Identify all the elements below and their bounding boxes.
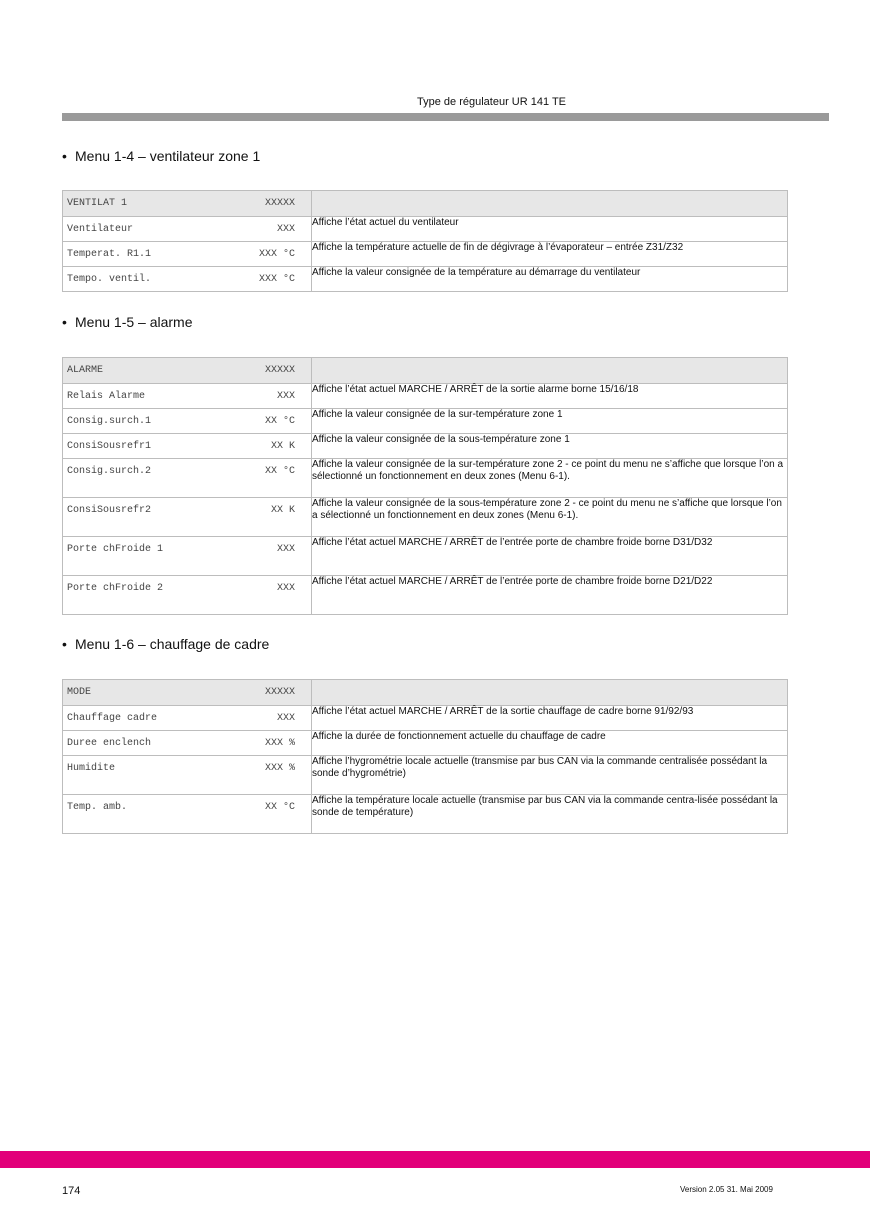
table-header-row (63, 358, 788, 384)
menu-table-1-5 (62, 357, 788, 615)
table-row (63, 731, 788, 756)
row-value: XXXXX (264, 198, 295, 209)
row-label: Temperat. R1.1 (67, 249, 152, 260)
row-description: Affiche l’état actuel MARCHE / ARRÊT de l’entrée porte de chambre froide borne D21/D22 (312, 576, 788, 615)
document-title: Type de régulateur UR 141 TE (417, 96, 566, 108)
row-value: XXX °C (258, 249, 295, 260)
row-label: Consig.surch.2 (67, 466, 152, 477)
row-value: XXXXX (264, 365, 295, 376)
row-value: XX K (270, 505, 295, 516)
row-label: Consig.surch.1 (67, 416, 152, 427)
row-label: ALARME (67, 365, 104, 376)
row-value: XXX % (264, 763, 295, 774)
row-description: Affiche la température locale actuelle (transmise par bus CAN via la commande centra-lisée possédant la sonde de température) (312, 795, 788, 834)
row-value: XXX % (264, 738, 295, 749)
row-label: Chauffage cadre (67, 713, 158, 724)
table-row (63, 217, 788, 242)
table-row (63, 537, 788, 576)
table-row (63, 756, 788, 795)
table-header-row (63, 680, 788, 706)
row-description: Affiche l’état actuel MARCHE / ARRÊT de l’entrée porte de chambre froide borne D31/D32 (312, 537, 788, 576)
row-label: Tempo. ventil. (67, 274, 152, 285)
row-label: Porte chFroide 1 (67, 544, 164, 555)
row-description: Affiche la durée de fonctionnement actuelle du chauffage de cadre (312, 731, 788, 756)
row-label: Temp. amb. (67, 802, 128, 813)
row-label: Duree enclench (67, 738, 152, 749)
page-number: 174 (62, 1185, 81, 1197)
row-label: Ventilateur (67, 224, 134, 235)
row-description: Affiche l’hygrométrie locale actuelle (transmise par bus CAN via la commande centralisée possédant la sonde d’hygrométrie) (312, 756, 788, 795)
bullet-icon: • (62, 314, 67, 330)
row-value: XXX (276, 583, 295, 594)
row-description: Affiche la valeur consignée de la sous-température zone 1 (312, 434, 788, 459)
section-title-menu-1-5: • Menu 1-5 – alarme (62, 314, 193, 330)
row-description: Affiche la valeur consignée de la température au démarrage du ventilateur (312, 267, 788, 292)
table-row (63, 576, 788, 615)
table-row (63, 242, 788, 267)
row-label: ConsiSousrefr2 (67, 505, 152, 516)
row-value: XX °C (264, 416, 295, 427)
row-value: XXX (276, 713, 295, 724)
row-label: Porte chFroide 2 (67, 583, 164, 594)
row-label: Humidite (67, 763, 116, 774)
table-row (63, 706, 788, 731)
header-rule (62, 113, 829, 121)
bullet-icon: • (62, 148, 67, 164)
row-description: Affiche la température actuelle de fin de dégivrage à l’évaporateur – entrée Z31/Z32 (312, 242, 788, 267)
row-label: ConsiSousrefr1 (67, 441, 152, 452)
row-description: Affiche l’état actuel du ventilateur (312, 217, 788, 242)
table-header-row (63, 191, 788, 217)
row-value: XX K (270, 441, 295, 452)
row-value: XXX (276, 224, 295, 235)
row-value: XXX (276, 391, 295, 402)
section-title-menu-1-4: • Menu 1-4 – ventilateur zone 1 (62, 148, 261, 164)
row-value: XX °C (264, 802, 295, 813)
row-description: Affiche la valeur consignée de la sous-température zone 2 - ce point du menu ne s’affiche que lorsque l’on a sélectionné un fonctionnement en deux zones (Menu 6-1). (312, 498, 788, 537)
menu-table-1-6 (62, 679, 788, 834)
row-value: XXX (276, 544, 295, 555)
row-value: XX °C (264, 466, 295, 477)
table-row (63, 267, 788, 292)
version-info: Version 2.05 31. Mai 2009 (680, 1185, 773, 1194)
table-row (63, 409, 788, 434)
table-row (63, 459, 788, 498)
table-row (63, 434, 788, 459)
table-row (63, 384, 788, 409)
row-label: Relais Alarme (67, 391, 146, 402)
row-description: Affiche la valeur consignée de la sur-température zone 1 (312, 409, 788, 434)
row-label: MODE (67, 687, 92, 698)
row-value: XXX °C (258, 274, 295, 285)
row-value: XXXXX (264, 687, 295, 698)
section-title-menu-1-6: • Menu 1-6 – chauffage de cadre (62, 636, 270, 652)
footer-accent-bar (0, 1151, 870, 1168)
row-description: Affiche l’état actuel MARCHE / ARRÊT de la sortie chauffage de cadre borne 91/92/93 (312, 706, 788, 731)
row-description: Affiche la valeur consignée de la sur-température zone 2 - ce point du menu ne s’affiche que lorsque l’on a sélectionné un fonctionnement en deux zones (Menu 6-1). (312, 459, 788, 498)
menu-table-1-4 (62, 190, 788, 292)
row-description: Affiche l’état actuel MARCHE / ARRÊT de la sortie alarme borne 15/16/18 (312, 384, 788, 409)
table-row (63, 795, 788, 834)
table-row (63, 498, 788, 537)
bullet-icon: • (62, 636, 67, 652)
row-label: VENTILAT 1 (67, 198, 128, 209)
